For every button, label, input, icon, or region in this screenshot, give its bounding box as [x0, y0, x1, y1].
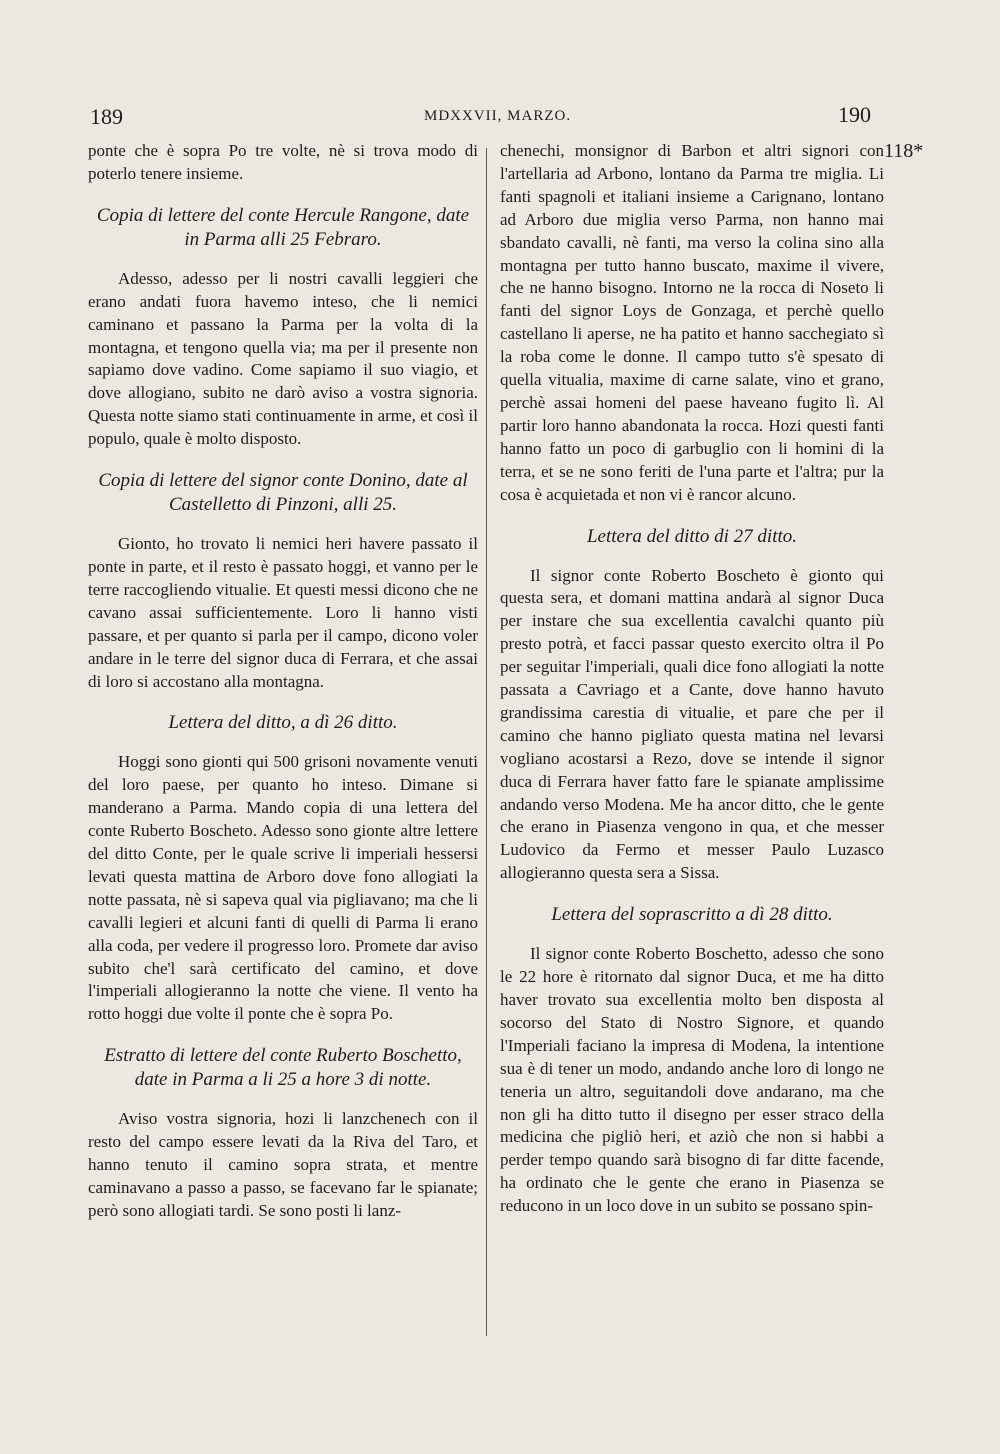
column-divider — [486, 148, 487, 1336]
section-heading: Lettera del ditto di 27 ditto. — [586, 525, 798, 547]
left-column — [88, 140, 478, 1223]
paragraph: Aviso vostra signoria, hozi li lanzchenech con il resto del campo essere levati da la Riva del Taro, et hanno tenuto il camino sopra strata, et mentre caminavano a passo a passo, se facevano far le spianate; però sono allogiati tardi. Se sono posti li lanz- — [88, 1109, 478, 1220]
running-head — [0, 100, 1000, 130]
right-column — [500, 140, 884, 1218]
paragraph: ponte che è sopra Po tre volte, nè si trova modo di poterlo tenere insieme. — [88, 141, 478, 183]
section-heading: Estratto di lettere del conte Ruberto Boschetto, date in Parma a li 25 a hore 3 di notte. — [104, 1045, 462, 1091]
page-number-right: 190 — [838, 102, 871, 127]
running-title: MDXXVII, MARZO. — [424, 108, 572, 124]
paragraph: Gionto, ho trovato li nemici heri havere passato il ponte in parte, et il resto è passato hoggi, et vanno per le terre raccogliendo vitualie. Et questi messi dicono che ne cavano assai sufficientemente. Loro li hanno visti passare, et per quanto si parla per il campo, dicono voler andare in le terre del signor duca di Ferrara, et che assai di loro si accostano alla montagna. — [88, 534, 478, 691]
margin-note: 118* — [884, 140, 924, 162]
section-heading: Lettera del ditto, a dì 26 ditto. — [168, 712, 398, 734]
section-heading: Copia di lettere del conte Hercule Rangone, date in Parma alli 25 Febraro. — [96, 204, 470, 250]
paragraph: Hoggi sono gionti qui 500 grisoni novamente venuti del loro paese, per quanto ho inteso. Dimane si manderano a Parma. Mando copia di una lettera del conte Ruberto Boscheto. Adesso sono gionte altre lettere del ditto Conte, per le quale scrive li imperiali hessersi levati questa mattina de Arboro dove fono allogiati la notte passata, nè si sapeva qual via pigliavano; ma che li cavalli legieri et alcuni fanti di quelli di Parma li erano alla coda, per vedere il progresso loro. Promete dar aviso subito che'l sarà certificato del camino, et dove l'imperiali allogieranno la notte che viene. Il vento ha rotto hoggi due volte il ponte che è sopra Po. — [88, 752, 478, 1024]
paragraph: Il signor conte Roberto Boschetto, adesso che sono le 22 hore è ritornato dal signor Duca, et me ha ditto haver trovato sua excellentia molto ben disposta al socorso del Stato di Nostro Signore, et quando l'Imperiali faciano la impresa di Modena, la intentione sua è di tener un modo, andando anche loro di longo ne teneria un altro, seguitandoli dove andarano, ma che non gli ha ditto tutto il disegno per esser straco della medicina che pigliò heri, et aziò che non si habbi a perder tempo quando sarà bisogno di far ditte facende, ha ordinato che le gente che erano in Piasenza se reducono in un loco dove in un subito se possano spin- — [500, 944, 884, 1216]
paragraph: Il signor conte Roberto Boscheto è gionto qui questa sera, et domani mattina andarà al signor Duca per instare che sua excellentia cavalchi quanto più presto potrà, et facci passar questo exercito oltra il Po per seguitar l'imperiali, quali dice fono allogiati la notte passata a Cavriago et a Cante, dove hanno havuto grandissima carestia di vitualie, et pare che per il camino che hanno pigliato questa matina nel levarsi vogliano acostarsi a Rezo, dove se intende il signor duca di Ferrara haver fatto fare le spianate amplissime andando verso Modena. Me ha ancor ditto, che le gente che erano in Piasenza vengono in qua, et che messer Ludovico da Fermo et messer Paulo Luzasco allogieranno questa sera a Sissa. — [500, 565, 884, 883]
section-heading: Copia di lettere del signor conte Donino, date al Castelletto di Pinzoni, alli 25. — [98, 470, 468, 516]
section-heading: Lettera del soprascritto a dì 28 ditto. — [551, 904, 833, 926]
paragraph: chenechi, monsignor di Barbon et altri signori con l'artellaria ad Arbono, lontano da Parma tre miglia. Li fanti spagnoli et italiani insieme a Carignano, lontano ad Arboro due miglia verso Parma, non hanno mai sbandato cavalli, nè fanti, ma verso la colina sino alla montagna per tutto hanno buscato, maxime il vivere, che ne hanno bisogno. Intorno ne la rocca di Noseto li fanti del signor Loys de Gonzaga, et perchè quello castellano li aperse, ne ha patito et hanno sacchegiato sì la roba come le donne. Il campo tutto s'è spesato di quella vitualia, maxime di carne salate, vino et grano, perchè assai homeni del paese haveano fugito lì. Al partir loro hanno abandonata la rocca. Hozi questi fanti hanno fatto un poco di garbuglio con li homini di la terra, et se ne sono feriti de l'una parte et l'altra; pur la cosa è acquietada et non vi è rancor alcuno. — [500, 141, 884, 504]
paragraph: Adesso, adesso per li nostri cavalli leggieri che erano andati fuora havemo inteso, che li nemici caminano et passano la Parma per la volta di la montagna, et tengono quella via; ma per il presente non sapiamo dove vadino. Come sapiamo il suo viagio, et dove allogiano, subito ne darò aviso a vostra signoria. Questa notte siamo stati continuamente in arme, et così il populo, quale è molto disposto. — [88, 268, 478, 449]
page-number-left: 189 — [90, 104, 123, 129]
